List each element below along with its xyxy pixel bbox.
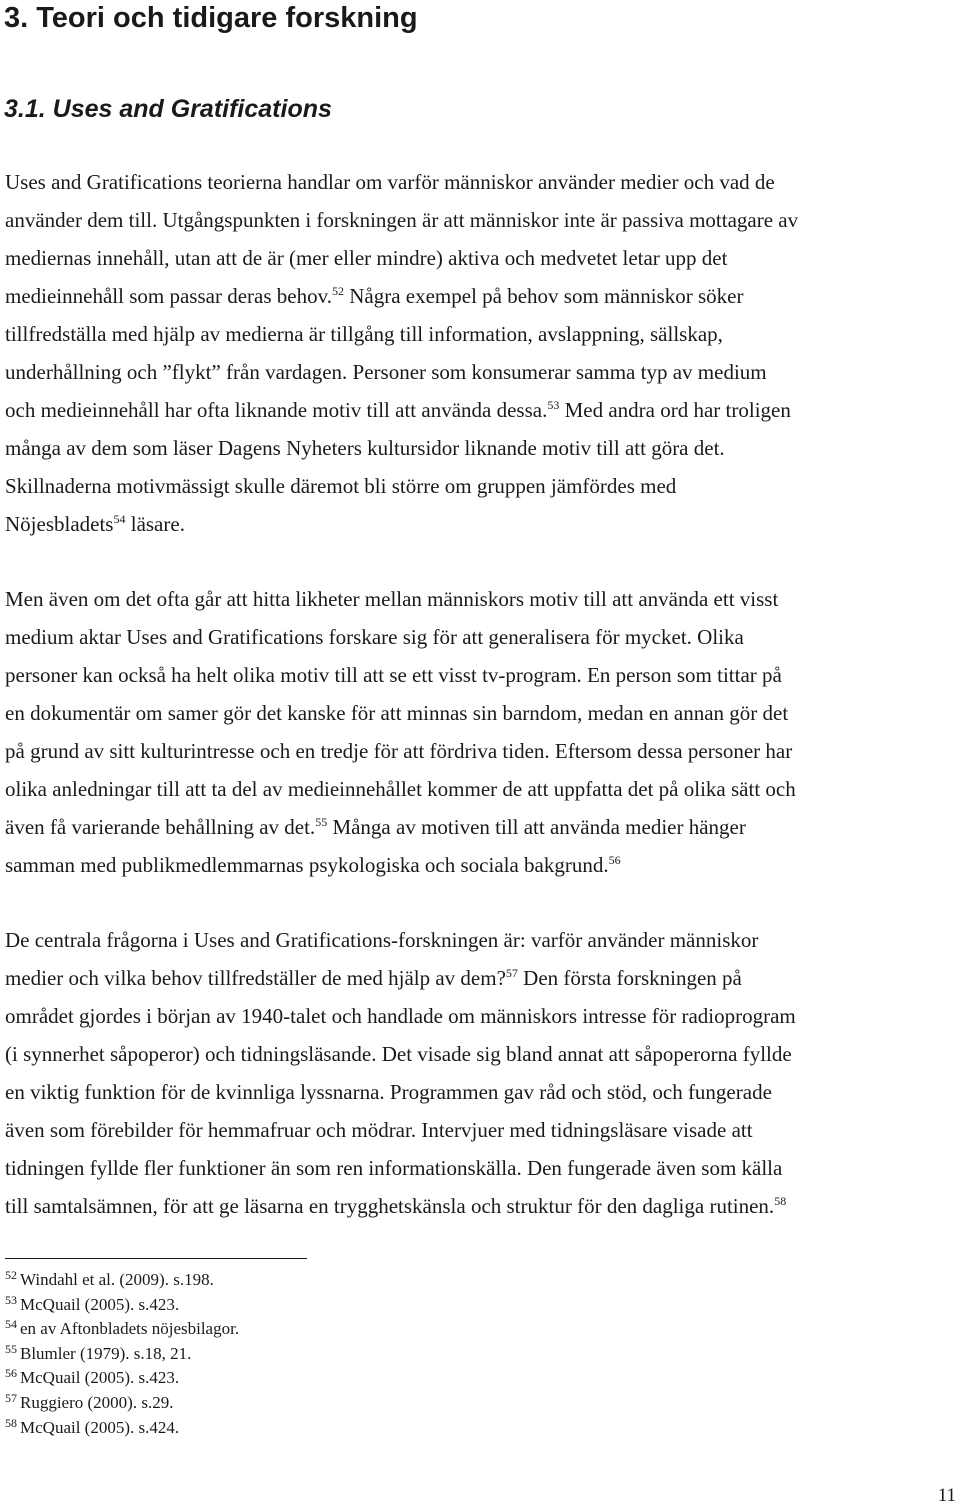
text-line: De centrala frågorna i Uses and Gratifications-forskningen är: varför använder människor [5, 928, 759, 952]
text-line: använder dem till. Utgångspunkten i forskningen är att människor inte är passiva mottagare av [5, 208, 799, 232]
footnote-item [5, 1293, 239, 1318]
footnote-separator [5, 1258, 307, 1259]
footnote-text: McQuail (2005). s.424. [20, 1417, 180, 1437]
footnote-number: 56 [5, 1366, 17, 1381]
text-line [5, 505, 960, 543]
footnote-item [5, 1342, 239, 1367]
footnote-text: Blumler (1979). s.18, 21. [20, 1343, 192, 1363]
footnote-item [5, 1268, 239, 1293]
text-line: tidningen fyllde fler funktioner än som ren informationskälla. Den fungerade även som källa [5, 1156, 783, 1180]
text-line: tillfredställa med hjälp av medierna är tillgång till information, avslappning, sällskap, [5, 322, 723, 346]
footnote-text: Ruggiero (2000). s.29. [20, 1392, 174, 1412]
text-segment: till samtalsämnen, för att ge läsarna en trygghetskänsla och struktur för den dagliga rutinen. [5, 1194, 775, 1218]
text-segment: Den första forskningen på [517, 966, 742, 990]
footnote-number: 55 [5, 1341, 17, 1356]
text-line: Skillnaderna motivmässigt skulle däremot bli större om gruppen jämfördes med [5, 474, 677, 498]
text-line: Uses and Gratifications teorierna handlar om varför människor använder medier och vad de [5, 170, 775, 194]
text-line: många av dem som läser Dagens Nyheters kultursidor liknande motiv till att göra det. [5, 436, 725, 460]
text-segment: samman med publikmedlemmarnas psykologiska och sociala bakgrund. [5, 853, 609, 877]
footnote-number: 58 [5, 1415, 17, 1430]
footnote-item [5, 1317, 239, 1342]
text-segment: Några exempel på behov som människor söker [343, 284, 744, 308]
page-number: 11 [937, 1485, 956, 1506]
text-line [5, 391, 960, 429]
footnote-text: Windahl et al. (2009). s.198. [20, 1270, 214, 1289]
text-line: en viktig funktion för de kvinnliga lyssnarna. Programmen gav råd och stöd, och fungerade [5, 1080, 772, 1104]
text-segment: läsare. [125, 512, 185, 536]
footnote-number: 54 [5, 1317, 17, 1332]
text-line: Men även om det ofta går att hitta likheter mellan människors motiv till att använda ett visst [5, 587, 779, 611]
text-segment: medieinnehåll som passar deras behov. [5, 284, 332, 308]
text-line: personer kan också ha helt olika motiv till att se ett visst tv-program. En person som tittar på [5, 663, 782, 687]
text-segment: även få varierande behållning av det. [5, 815, 316, 839]
text-segment: Många av motiven till att använda medier hänger [327, 815, 746, 839]
text-segment: Med andra ord har troligen [559, 398, 791, 422]
text-line: en dokumentär om samer gör det kanske för att minnas sin barndom, medan en annan gör det [5, 701, 789, 725]
paragraph-3 [5, 921, 960, 1225]
subsection-heading: 3.1. Uses and Gratifications [4, 95, 332, 123]
footnote-ref[interactable]: 54 [113, 512, 126, 526]
text-line: även som förebilder för hemmafruar och mödrar. Intervjuer med tidningsläsare visade att [5, 1118, 753, 1142]
footnote-item [5, 1366, 239, 1391]
text-line: medium aktar Uses and Gratifications forskare sig för att generalisera för mycket. Olika [5, 625, 744, 649]
footnote-ref[interactable]: 57 [505, 966, 518, 980]
footnote-number: 57 [5, 1390, 17, 1405]
footnote-number: 52 [5, 1268, 17, 1282]
text-segment: och medieinnehåll har ofta liknande motiv till att använda dessa. [5, 398, 548, 422]
text-segment: Nöjesbladets [5, 512, 114, 536]
text-line: området gjordes i början av 1940-talet och handlade om människors intresse för radioprogram [5, 1004, 796, 1028]
footnote-text: McQuail (2005). s.423. [20, 1368, 180, 1388]
text-line: underhållning och ”flykt” från vardagen. Personer som konsumerar samma typ av medium [5, 360, 767, 384]
footnote-text: McQuail (2005). s.423. [20, 1294, 180, 1314]
text-line: mediernas innehåll, utan att de är (mer eller mindre) aktiva och medvetet letar upp det [5, 246, 728, 270]
paragraph-2 [5, 580, 960, 884]
text-line: (i synnerhet såpoperor) och tidningsläsande. Det visade sig bland annat att såpoperorna fyllde [5, 1042, 792, 1066]
paragraph-1 [5, 163, 960, 543]
text-line [5, 959, 960, 997]
footnote-ref[interactable]: 56 [608, 853, 621, 867]
footnote-ref[interactable]: 55 [315, 815, 328, 829]
footnote-ref[interactable]: 58 [774, 1194, 787, 1208]
text-line [5, 277, 960, 315]
footnote-item [5, 1416, 239, 1441]
footnote-ref[interactable]: 52 [331, 284, 344, 298]
section-heading: 3. Teori och tidigare forskning [4, 2, 418, 34]
text-line [5, 808, 960, 846]
footnote-text: en av Aftonbladets nöjesbilagor. [20, 1319, 240, 1339]
text-line: olika anledningar till att ta del av medieinnehållet kommer de att uppfatta det på olika sätt och [5, 777, 796, 801]
footnote-list [5, 1268, 239, 1440]
footnote-item [5, 1391, 239, 1416]
text-line [5, 1187, 960, 1225]
text-line: på grund av sitt kulturintresse och en tredje för att fördriva tiden. Eftersom dessa personer har [5, 739, 793, 763]
text-line [5, 846, 960, 884]
footnote-ref[interactable]: 53 [547, 398, 560, 412]
text-segment: medier och vilka behov tillfredställer de med hjälp av dem? [5, 966, 506, 990]
footnote-number: 53 [5, 1292, 17, 1307]
